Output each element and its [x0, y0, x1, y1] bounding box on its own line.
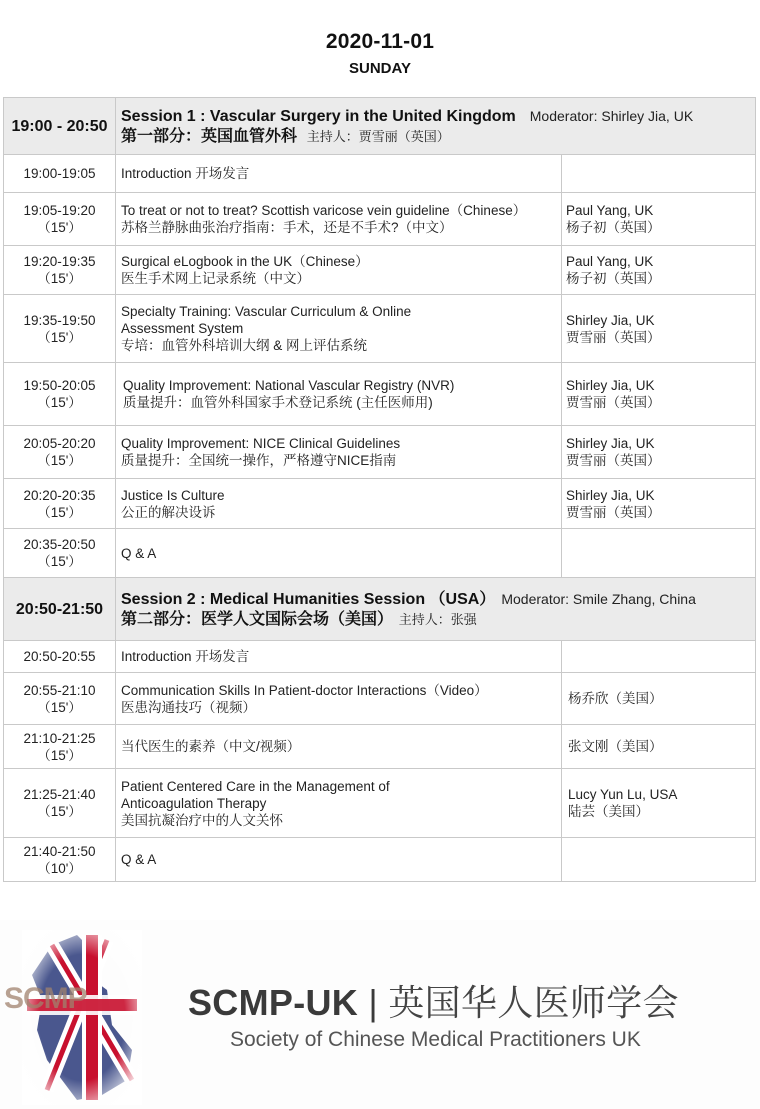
row-topic-cn: 医生手术网上记录系统（中文）: [121, 271, 310, 286]
row-time-cell: [4, 426, 116, 479]
session-header-row: [4, 578, 756, 641]
row-speaker-cell: [562, 246, 756, 295]
table-row: [4, 363, 756, 426]
row-speaker-cell: [562, 641, 756, 673]
row-topic-cn: 苏格兰静脉曲张治疗指南：手术，还是不手术?（中文）: [121, 220, 453, 235]
row-time-cell: [4, 838, 116, 882]
session-title-cn: 第一部分：英国血管外科: [121, 127, 298, 145]
session-title-en: Session 2 : Medical Humanities Session （USA）: [121, 590, 496, 608]
row-speaker-cn: 杨子初（英国）: [566, 220, 661, 235]
row-topic-en: Q & A: [121, 852, 157, 867]
session-header-row: [4, 98, 756, 155]
row-speaker-en: Shirley Jia, UK: [566, 487, 655, 503]
row-topic-cell: [116, 641, 562, 673]
row-speaker-cell: [562, 529, 756, 578]
union-jack-uk-map-icon: [22, 930, 142, 1105]
table-row: [4, 193, 756, 246]
row-time: 20:05-20:20: [23, 436, 96, 451]
row-time: 19:20-19:35: [23, 254, 96, 269]
table-row: [4, 838, 756, 882]
row-duration: （15'）: [37, 453, 82, 468]
row-speaker-cell: [562, 725, 756, 769]
row-speaker-en: Paul Yang, UK: [566, 203, 654, 218]
row-duration: （15'）: [37, 699, 82, 715]
row-topic-en: Q & A: [121, 545, 157, 561]
organization-name: [188, 975, 679, 1026]
row-speaker-cn: 陆芸（美国）: [568, 804, 649, 819]
row-speaker-cell: [562, 479, 756, 529]
row-topic-cn: 美国抗凝治疗中的人文关怀: [121, 812, 283, 828]
session-title-cell: [116, 578, 756, 641]
row-speaker-cell: [562, 673, 756, 725]
organization-name-en: SCMP-UK: [188, 982, 359, 1023]
row-speaker-cn: 贾雪丽（英国）: [566, 395, 661, 410]
row-topic-cn: 医患沟通技巧（视频）: [121, 699, 256, 715]
row-topic-en: Specialty Training: Vascular Curriculum & Online Assessment System: [121, 304, 412, 336]
session-time: 19:00 - 20:50: [4, 98, 116, 155]
row-topic-cell: [116, 295, 562, 363]
row-time-cell: [4, 193, 116, 246]
row-speaker-cn: 贾雪丽（英国）: [566, 329, 661, 345]
table-row: [4, 725, 756, 769]
session-moderator-cn: 主持人：贾雪丽（英国）: [306, 128, 450, 144]
row-topic-cn: 质量提升：全国统一操作，严格遵守NICE指南: [121, 453, 397, 468]
row-time: 19:00-19:05: [23, 166, 96, 181]
row-time-cell: [4, 155, 116, 193]
row-topic-cell: [116, 673, 562, 725]
row-topic-en: Quality Improvement: National Vascular Registry (NVR): [123, 378, 455, 393]
row-time-cell: [4, 529, 116, 578]
row-speaker-cell: [562, 838, 756, 882]
row-speaker-cell: [562, 193, 756, 246]
row-time: 20:55-21:10: [23, 682, 96, 698]
session-moderator-en: Moderator: Smile Zhang, China: [501, 590, 696, 607]
session-moderator-cn: 主持人：张强: [398, 611, 477, 627]
row-topic-cell: [116, 193, 562, 246]
row-topic-en: Introduction 开场发言: [121, 649, 250, 664]
row-speaker-cn: 贾雪丽（英国）: [566, 453, 661, 468]
row-time-cell: [4, 673, 116, 725]
row-time-cell: [4, 363, 116, 426]
logo-flag-text: SCMP: [4, 982, 87, 1015]
row-time: 21:10-21:25: [23, 730, 96, 746]
organization-name-cn: 英国华人医师学会: [388, 982, 679, 1023]
row-speaker-cell: [562, 295, 756, 363]
row-topic-cn: 公正的解决设诉: [121, 504, 216, 520]
table-row: [4, 295, 756, 363]
row-time: 20:20-20:35: [23, 487, 96, 503]
session-time: 20:50-21:50: [4, 578, 116, 641]
row-time: 20:50-20:55: [23, 649, 96, 664]
row-topic-cell: [116, 246, 562, 295]
row-duration: （15'）: [37, 747, 82, 763]
row-topic-cn: 质量提升：血管外科国家手术登记系统 (主任医师用): [123, 395, 433, 410]
row-topic-cell: [116, 838, 562, 882]
table-row: [4, 769, 756, 838]
row-speaker-en: Lucy Yun Lu, USA: [568, 787, 678, 802]
row-topic-en: Introduction 开场发言: [121, 166, 250, 181]
row-speaker-cell: [562, 769, 756, 838]
row-speaker-cell: [562, 426, 756, 479]
row-speaker-en: Shirley Jia, UK: [566, 378, 655, 393]
table-row: [4, 155, 756, 193]
row-duration: （15'）: [37, 554, 82, 569]
row-duration: （15'）: [37, 329, 82, 345]
schedule-date: 2020-11-01: [325, 30, 435, 53]
organization-name-separator: |: [358, 982, 389, 1023]
row-speaker-en: Paul Yang, UK: [566, 254, 654, 269]
row-topic-cell: [116, 363, 562, 426]
row-topic-cell: [116, 155, 562, 193]
schedule-day: SUNDAY: [349, 60, 411, 77]
row-time: 19:50-20:05: [23, 378, 96, 393]
row-speaker-en: Shirley Jia, UK: [566, 312, 655, 328]
row-duration: （10'）: [37, 860, 82, 876]
organization-full-name: Society of Chinese Medical Practitioners UK: [230, 1028, 641, 1051]
row-speaker-cell: [562, 363, 756, 426]
row-duration: （15'）: [37, 220, 82, 235]
row-topic-en: Quality Improvement: NICE Clinical Guidelines: [121, 436, 401, 451]
row-topic-cell: [116, 426, 562, 479]
row-topic-cell: [116, 769, 562, 838]
row-duration: （15'）: [37, 804, 82, 819]
row-speaker-cn: 杨子初（英国）: [566, 271, 661, 286]
row-time-cell: [4, 295, 116, 363]
row-speaker-en: Shirley Jia, UK: [566, 436, 655, 451]
session-title-cell: [116, 98, 756, 155]
row-topic-en: Surgical eLogbook in the UK（Chinese）: [121, 254, 369, 269]
row-time-cell: [4, 479, 116, 529]
row-time-cell: [4, 769, 116, 838]
row-time-cell: [4, 246, 116, 295]
row-duration: （15'）: [37, 395, 82, 410]
row-topic-cn: 当代医生的素养（中文/视频）: [121, 739, 301, 754]
schedule-table: [3, 97, 756, 882]
row-time-cell: [4, 641, 116, 673]
row-topic-cell: [116, 725, 562, 769]
row-topic-en: Patient Centered Care in the Management of Anticoagulation Therapy: [121, 778, 390, 811]
table-row: [4, 673, 756, 725]
row-topic-en: To treat or not to treat? Scottish varicose vein guideline（Chinese）: [121, 203, 527, 218]
row-speaker-cn: 张文刚（美国）: [568, 739, 663, 754]
row-topic-cn: 专培：血管外科培训大纲 & 网上评估系统: [121, 338, 368, 353]
session-title-en: Session 1 : Vascular Surgery in the United Kingdom: [121, 107, 516, 125]
row-topic-cell: [116, 529, 562, 578]
row-duration: （15'）: [37, 504, 82, 520]
row-speaker-cn: 贾雪丽（英国）: [566, 504, 661, 520]
row-time: 19:35-19:50: [23, 312, 96, 328]
row-time-cell: [4, 725, 116, 769]
table-row: [4, 479, 756, 529]
table-row: [4, 426, 756, 479]
row-time: 20:35-20:50: [23, 537, 96, 552]
row-time: 21:40-21:50: [23, 843, 96, 859]
row-topic-en: Communication Skills In Patient-doctor Interactions（Video）: [121, 682, 488, 698]
row-topic-en: Justice Is Culture: [121, 487, 225, 503]
row-topic-cell: [116, 479, 562, 529]
table-row: [4, 246, 756, 295]
row-speaker-cell: [562, 155, 756, 193]
table-row: [4, 529, 756, 578]
session-moderator-en: Moderator: Shirley Jia, UK: [529, 107, 694, 124]
row-time: 21:25-21:40: [23, 787, 96, 802]
row-speaker-cn: 杨乔欣（美国）: [568, 691, 663, 706]
session-title-cn: 第二部分：医学人文国际会场（美国）: [121, 610, 394, 628]
row-duration: （15'）: [37, 271, 82, 286]
row-time: 19:05-19:20: [23, 203, 96, 218]
table-row: [4, 641, 756, 673]
organization-logo-banner: [0, 920, 760, 1109]
